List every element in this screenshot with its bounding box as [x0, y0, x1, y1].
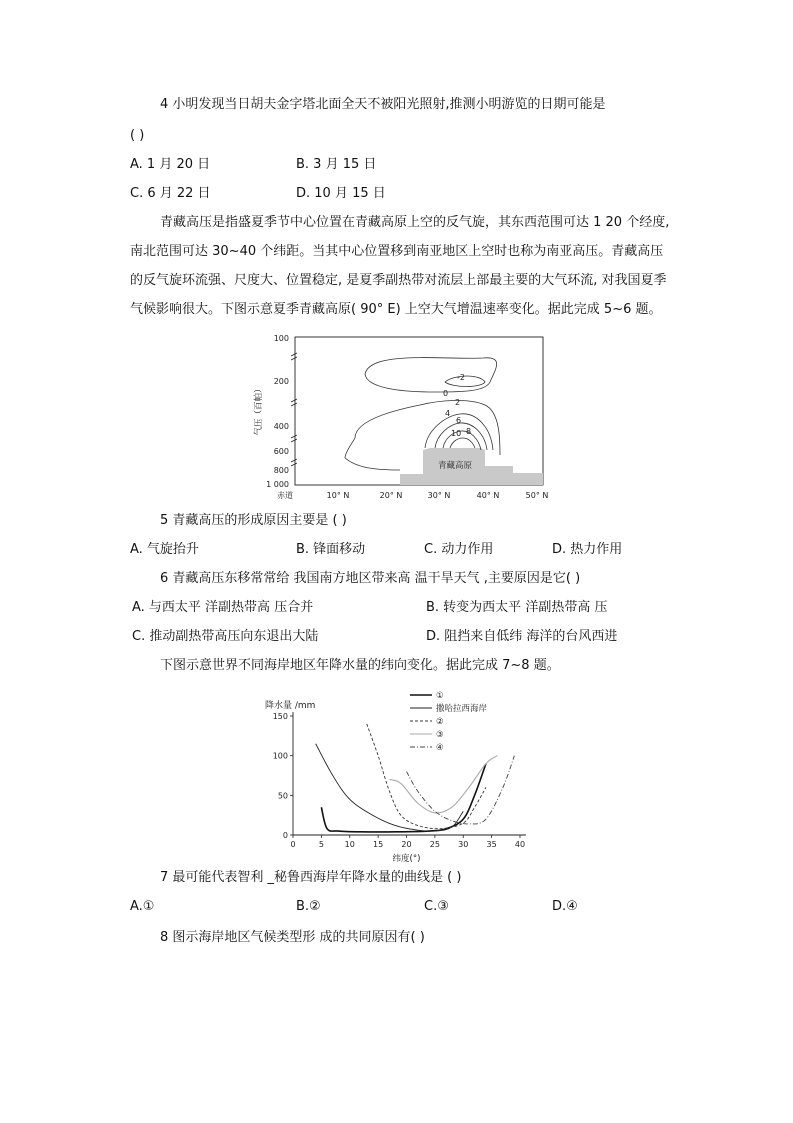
x-tick-label: 25: [429, 840, 440, 849]
series-line-3: [367, 724, 486, 829]
x-tick-label: 5: [318, 840, 324, 849]
legend-label-1: ①: [436, 691, 444, 701]
fig1-x-tick-30n: 30° N: [427, 491, 451, 500]
q7-option-c: C.③: [424, 899, 449, 914]
passage1-line-4: 气候影响很大。下图示意夏季青藏高原( 90° E) 上空大气增温速率变化。据此完成 5~6 题。: [130, 302, 662, 317]
contour-label-2: 2: [455, 398, 461, 407]
q4-option-a: A. 1 月 20 日: [130, 157, 211, 172]
contour-label-4: 4: [445, 409, 451, 418]
q4-option-d: D. 10 月 15 日: [296, 186, 386, 201]
fig1-y-tick-100: 100: [273, 334, 289, 343]
x-tick-label: 35: [486, 840, 497, 849]
fig1-y-tick-600: 600: [273, 447, 289, 456]
q4-paren: ( ): [130, 128, 145, 143]
fig1-y-tick-400: 400: [273, 422, 289, 431]
contour-label-6: 6: [456, 416, 462, 425]
fig1-x-tick-10n: 10° N: [326, 491, 350, 500]
series-line-4: [389, 756, 497, 813]
q6-option-b: B. 转变为西太平 洋副热带高 压: [426, 600, 608, 615]
contour-label-neg2: -2: [457, 373, 465, 382]
q8-stem: 8 图示海岸地区气候类型形 成的共同原因有( ): [160, 930, 425, 945]
x-tick-label: 40: [514, 840, 526, 849]
y-tick-label: 100: [272, 751, 288, 761]
plateau-label: 青藏高原: [437, 461, 473, 471]
contour-left-low: [345, 458, 400, 470]
plateau-warming-figure: [245, 330, 555, 508]
x-axis-label: 纬度(°): [392, 854, 421, 864]
q5-stem: 5 青藏高压的形成原因主要是 ( ): [160, 513, 347, 528]
legend-label-4: ③: [436, 730, 444, 740]
passage1-line-3: 的反气旋环流强、尺度大、位置稳定, 是夏季副热带对流层上部最主要的大气环流, 对我国夏季: [130, 273, 667, 288]
fig1-x-tick-equator: 赤道: [277, 491, 293, 500]
q6-option-a: A. 与西太平 洋副热带高 压合并: [132, 600, 314, 615]
x-tick-label: 10: [344, 840, 355, 849]
precipitation-latitude-chart: [255, 685, 545, 865]
fig1-y-axis-label: 气压（百帕）: [254, 384, 264, 436]
q6-option-d: D. 阻挡来自低纬 海洋的台风西进: [426, 629, 618, 644]
contour-label-10: 10: [451, 429, 462, 438]
fig1-x-tick-50n: 50° N: [525, 491, 549, 500]
q4-option-b: B. 3 月 15 日: [296, 157, 377, 172]
passage1-line-1: 青藏高压是指盛夏季节中心位置在青藏高原上空的反气旋，其东西范围可达 1 20 个经度,: [160, 215, 670, 230]
fig1-y-tick-1000: 1 000: [266, 480, 289, 489]
x-tick-label: 15: [373, 840, 384, 849]
y-axis-label: 降水量 /mm: [265, 701, 316, 711]
fig1-y-tick-800: 800: [273, 466, 289, 475]
fig1-y-tick-200: 200: [273, 377, 289, 386]
legend-label-2: 撒哈拉西海岸: [436, 704, 488, 714]
legend-label-3: ②: [436, 717, 444, 727]
series-line-2: [316, 744, 464, 832]
q4-option-c: C. 6 月 22 日: [130, 186, 211, 201]
q6-stem: 6 青藏高压东移常常给 我国南方地区带来高 温干旱天气 ,主要原因是它( ): [160, 571, 581, 586]
q7-option-d: D.④: [552, 899, 578, 914]
q5-option-b: B. 锋面移动: [296, 542, 366, 557]
series-line-5: [407, 756, 515, 824]
q5-option-c: C. 动力作用: [424, 542, 494, 557]
legend-label-5: ④: [436, 743, 444, 753]
fig1-x-tick-40n: 40° N: [476, 491, 500, 500]
q7-option-a: A.①: [130, 899, 155, 914]
y-tick-label: 0: [282, 831, 288, 840]
contour-10: [450, 438, 475, 448]
q5-option-d: D. 热力作用: [552, 542, 623, 557]
y-tick-label: 150: [272, 712, 288, 721]
passage2: 下图示意世界不同海岸地区年降水量的纬向变化。据此完成 7~8 题。: [160, 658, 560, 673]
contour-label-8: 8: [466, 427, 472, 436]
q4-stem: 4 小明发现当日胡夫金字塔北面全天不被阳光照射,推测小明游览的日期可能是: [160, 97, 606, 112]
q5-option-a: A. 气旋抬升: [130, 542, 199, 557]
x-tick-label: 20: [401, 840, 412, 849]
contour-neg2: [445, 376, 485, 387]
x-tick-label: 30: [458, 840, 469, 849]
q7-option-b: B.②: [296, 899, 321, 914]
contour-0: [365, 358, 497, 392]
q7-stem: 7 最可能代表智利 _秘鲁西海岸年降水量的曲线是 ( ): [160, 870, 462, 885]
x-tick-label: 0: [290, 840, 296, 849]
contour-8: [443, 431, 481, 450]
fig1-x-tick-20n: 20° N: [379, 491, 403, 500]
q6-option-c: C. 推动副热带高压向东退出大陆: [132, 629, 319, 644]
contour-label-0: 0: [443, 389, 449, 398]
y-tick-label: 50: [277, 791, 288, 801]
passage1-line-2: 南北范围可达 30~40 个纬距。当其中心位置移到南亚地区上空时也称为南亚高压。青藏高压: [130, 244, 664, 259]
